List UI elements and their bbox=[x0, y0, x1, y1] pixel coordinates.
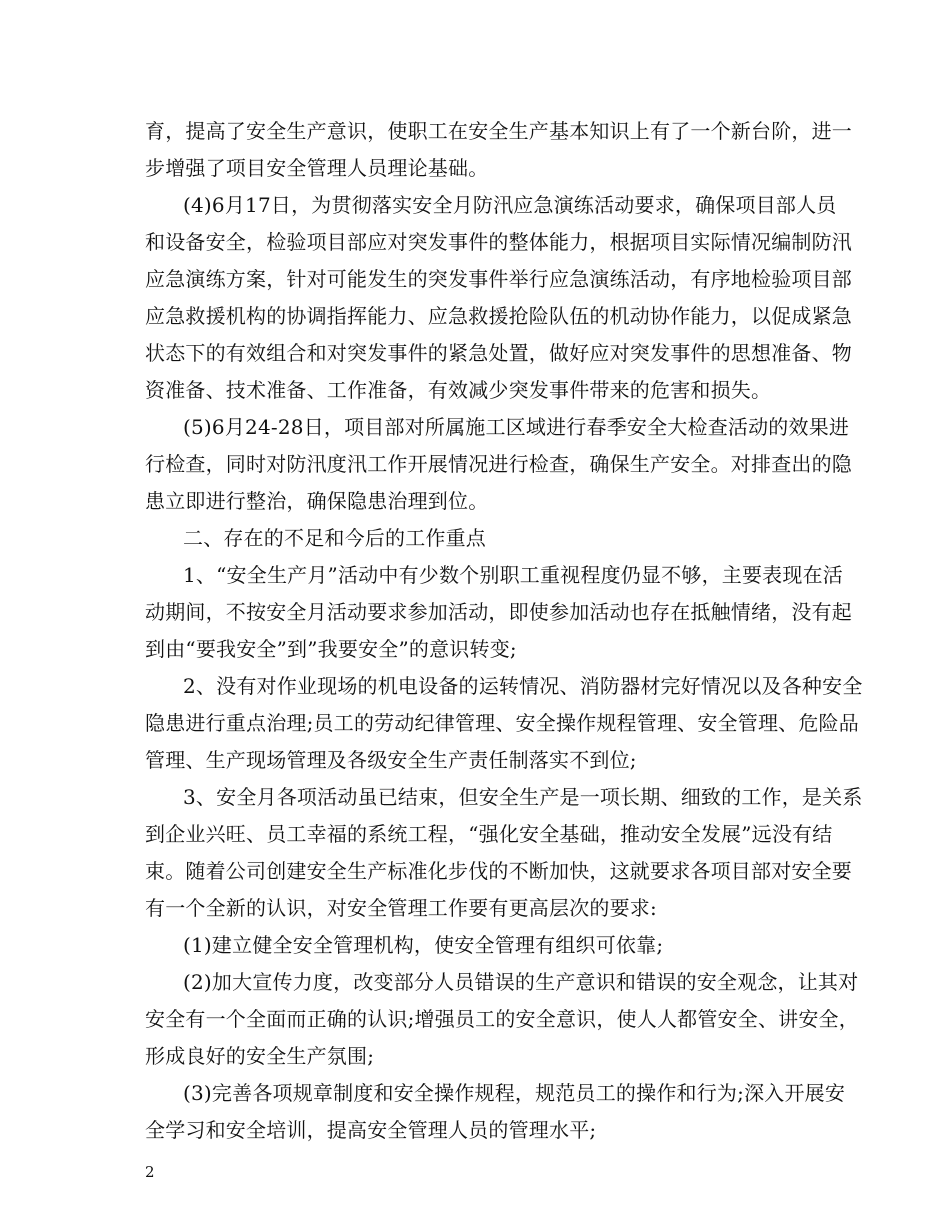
text-line: 资准备、技术准备、工作准备，有效减少突发事件带来的危害和损失。 bbox=[145, 378, 772, 402]
text-line: 行检查，同时对防汛度汛工作开展情况进行检查，确保生产安全。对排查出的隐 bbox=[145, 452, 852, 476]
text-line: 应急演练方案，针对可能发生的突发事件举行应急演练活动，有序地检验项目部 bbox=[145, 267, 852, 291]
text-line: 有一个全新的认识，对安全管理工作要有更高层次的要求: bbox=[145, 896, 657, 920]
text-line: 隐患进行重点治理;员工的劳动纪律管理、安全操作规程管理、安全管理、危险品 bbox=[145, 711, 859, 735]
text-line: (4)6月17日，为贯彻落实安全月防汛应急演练活动要求，确保项目部人员 bbox=[183, 193, 837, 217]
text-line: 安全有一个全面而正确的认识;增强员工的安全意识，使人人都管安全、讲安全， bbox=[145, 1007, 859, 1031]
text-line: 1、“安全生产月”活动中有少数个别职工重视程度仍显不够，主要表现在活 bbox=[183, 563, 843, 587]
text-line: 2、没有对作业现场的机电设备的运转情况、消防器材完好情况以及各种安全 bbox=[183, 674, 863, 698]
text-line: 形成良好的安全生产氛围; bbox=[145, 1044, 375, 1068]
text-line: 全学习和安全培训，提高安全管理人员的管理水平; bbox=[145, 1118, 597, 1142]
text-line: 状态下的有效组合和对突发事件的紧急处置，做好应对突发事件的思想准备、物 bbox=[145, 341, 852, 365]
text-line: 束。随着公司创建安全生产标准化步伐的不断加快，这就要求各项目部对安全要 bbox=[145, 859, 852, 883]
text-line: 到由“要我安全”到”我要安全”的意识转变; bbox=[145, 637, 517, 661]
text-line: 患立即进行整治，确保隐患治理到位。 bbox=[145, 489, 489, 513]
text-line: 应急救援机构的协调指挥能力、应急救援抢险队伍的机动协作能力，以促成紧急 bbox=[145, 304, 852, 328]
text-line: 步增强了项目安全管理人员理论基础。 bbox=[145, 156, 489, 180]
text-line: 到企业兴旺、员工幸福的系统工程，“强化安全基础，推动安全发展”远没有结 bbox=[145, 822, 833, 846]
section-heading: 二、存在的不足和今后的工作重点 bbox=[183, 526, 486, 550]
text-line: 和设备安全，检验项目部应对突发事件的整体能力，根据项目实际情况编制防汛 bbox=[145, 230, 852, 254]
text-line: 动期间，不按安全月活动要求参加活动，即使参加活动也存在抵触情绪，没有起 bbox=[145, 600, 852, 624]
text-line: 管理、生产现场管理及各级安全生产责任制落实不到位; bbox=[145, 748, 637, 772]
page-number: 2 bbox=[145, 1163, 155, 1181]
text-line: 3、安全月各项活动虽已结束，但安全生产是一项长期、细致的工作，是关系 bbox=[183, 785, 863, 809]
text-line: (2)加大宣传力度，改变部分人员错误的生产意识和错误的安全观念，让其对 bbox=[183, 970, 859, 994]
text-line: (5)6月24-28日，项目部对所属施工区域进行春季安全大检查活动的效果进 bbox=[183, 415, 850, 439]
text-line: 育，提高了安全生产意识，使职工在安全生产基本知识上有了一个新台阶，进一 bbox=[145, 119, 852, 143]
text-line: (3)完善各项规章制度和安全操作规程，规范员工的操作和行为;深入开展安 bbox=[183, 1081, 846, 1105]
text-line: (1)建立健全安全管理机构，使安全管理有组织可依靠; bbox=[183, 933, 664, 957]
